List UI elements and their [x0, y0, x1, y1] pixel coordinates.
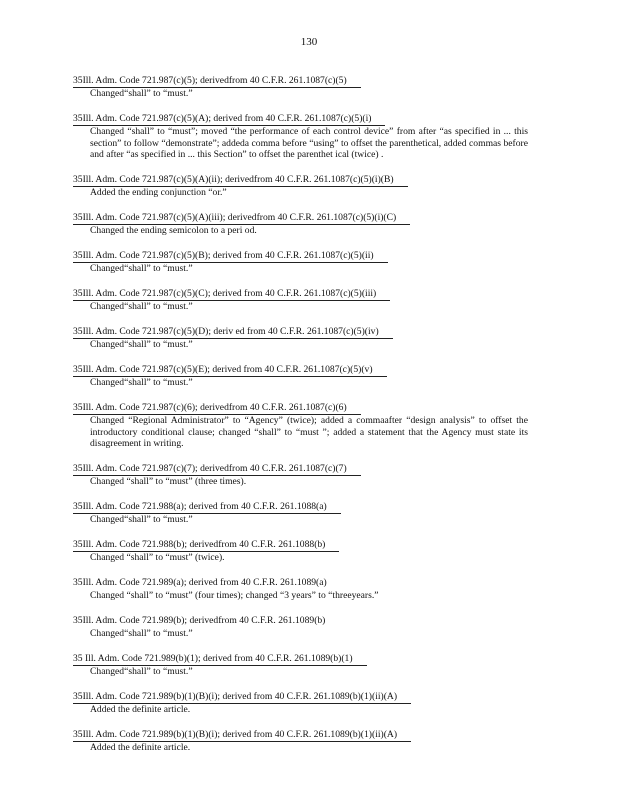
entry — [73, 458, 528, 488]
entry — [73, 397, 528, 450]
entry — [73, 321, 528, 351]
entry-body: Changed“shall” to “must.” — [90, 628, 193, 639]
derivation-entries — [73, 70, 528, 762]
entry — [73, 496, 528, 526]
entry-body: Changed“shall” to “must.” — [90, 339, 193, 350]
entry-body: Changed “shall” to “must” (three times). — [90, 476, 247, 487]
entry-body: Changed“shall” to “must.” — [90, 377, 193, 388]
entry-heading: 35Ill. Adm. Code 721.987(c)(6); derivedfrom 40 C.F.R. 261.1087(c)(6) — [73, 402, 361, 415]
entry — [73, 610, 528, 640]
entry-body: Added the definite article. — [90, 704, 191, 715]
entry — [73, 534, 528, 564]
entry-heading: 35Ill. Adm. Code 721.987(c)(5)(E); derived from 40 C.F.R. 261.1087(c)(5)(v) — [73, 364, 387, 377]
entry — [73, 686, 528, 716]
entry-heading: 35Ill. Adm. Code 721.987(c)(5); derivedfrom 40 C.F.R. 261.1087(c)(5) — [73, 75, 361, 88]
entry-heading: 35Ill. Adm. Code 721.988(a); derived from 40 C.F.R. 261.1088(a) — [73, 501, 341, 514]
entry — [73, 245, 528, 275]
entry-heading: 35Ill. Adm. Code 721.987(c)(5)(A)(iii); derivedfrom 40 C.F.R. 261.1087(c)(5)(i)(C) — [73, 212, 410, 225]
entry — [73, 207, 528, 237]
entry — [73, 724, 528, 754]
entry-heading: 35Ill. Adm. Code 721.988(b); derivedfrom 40 C.F.R. 261.1088(b) — [73, 539, 339, 552]
entry-heading: 35Ill. Adm. Code 721.987(c)(7); derivedfrom 40 C.F.R. 261.1087(c)(7) — [73, 463, 361, 476]
entry — [73, 283, 528, 313]
entry-body: Added the definite article. — [90, 742, 191, 753]
entry-body: Changed“shall” to “must.” — [90, 263, 193, 274]
entry — [73, 70, 528, 100]
entry — [73, 108, 528, 161]
entry-heading: 35Ill. Adm. Code 721.989(a); derived from 40 C.F.R. 261.1089(a) — [73, 577, 327, 588]
entry-body: Changed “shall” to “must”; moved “the performance of each control device” from after “as specified in ... this section” to follow “demonstrate”; addeda comma before “using” to offset the parenthetical, added commas before and after “as specified in ... this Section” to offset the parenthet ical (twice) . — [90, 126, 528, 160]
entry-body: Changed“shall” to “must.” — [90, 666, 193, 677]
entry — [73, 572, 528, 602]
entry-body: Changed the ending semicolon to a peri od. — [90, 225, 257, 236]
entry-body: Changed “shall” to “must” (four times); changed “3 years” to “threeyears.” — [90, 590, 379, 601]
entry-heading: 35Ill. Adm. Code 721.987(c)(5)(C); derived from 40 C.F.R. 261.1087(c)(5)(iii) — [73, 288, 390, 301]
entry-body: Changed“shall” to “must.” — [90, 88, 193, 99]
entry — [73, 359, 528, 389]
entry-body: Changed “shall” to “must” (twice). — [90, 552, 225, 563]
entry — [73, 648, 528, 678]
entry-heading: 35Ill. Adm. Code 721.987(c)(5)(B); derived from 40 C.F.R. 261.1087(c)(5)(ii) — [73, 250, 388, 263]
entry-heading: 35Ill. Adm. Code 721.987(c)(5)(A); derived from 40 C.F.R. 261.1087(c)(5)(i) — [73, 113, 385, 126]
entry-heading: 35 Ill. Adm. Code 721.989(b)(1); derived from 40 C.F.R. 261.1089(b)(1) — [73, 653, 367, 666]
entry-body: Changed“shall” to “must.” — [90, 301, 193, 312]
entry-body: Changed“shall” to “must.” — [90, 514, 193, 525]
page-number: 130 — [300, 36, 318, 48]
entry-heading: 35Ill. Adm. Code 721.989(b); derivedfrom 40 C.F.R. 261.1089(b) — [73, 615, 326, 626]
entry-heading: 35Ill. Adm. Code 721.989(b)(1)(B)(i); derived from 40 C.F.R. 261.1089(b)(1)(ii)(A) — [73, 729, 411, 742]
entry-heading: 35Ill. Adm. Code 721.989(b)(1)(B)(i); derived from 40 C.F.R. 261.1089(b)(1)(ii)(A) — [73, 691, 411, 704]
entry-heading: 35Ill. Adm. Code 721.987(c)(5)(D); deriv ed from 40 C.F.R. 261.1087(c)(5)(iv) — [73, 326, 393, 339]
entry-body: Added the ending conjunction “or.” — [90, 187, 227, 198]
entry-body: Changed “Regional Administrator” to “Agency” (twice); added a commaafter “design analysis” to offset the introductory conditional clause; changed “shall” to “must ”; added a statement that the Agency must state its disagreement in writing. — [90, 415, 528, 449]
entry-heading: 35Ill. Adm. Code 721.987(c)(5)(A)(ii); derivedfrom 40 C.F.R. 261.1087(c)(5)(i)(B) — [73, 174, 408, 187]
entry — [73, 169, 528, 199]
